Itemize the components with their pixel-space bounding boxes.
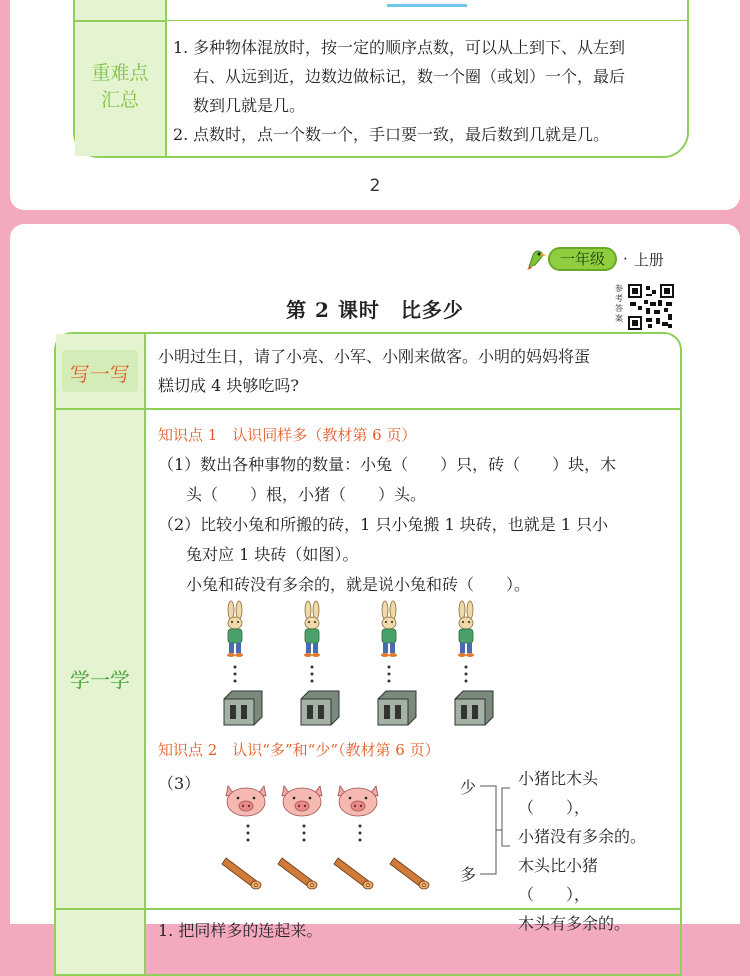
xie-label: 写一写 <box>70 362 130 386</box>
brick-row <box>224 691 544 727</box>
lesson-table <box>54 332 682 976</box>
lesson-title: 第 2 课时 比多少 <box>286 298 464 322</box>
next-exercise-text: 1. 把同样多的连起来。 <box>158 921 323 940</box>
pig-row <box>224 780 424 820</box>
rabbit-row <box>220 602 560 664</box>
underline-stub <box>387 0 467 7</box>
xue-content <box>158 420 668 600</box>
question-3-text: 小猪比木头（ ）， 小猪没有多余的。 木头比小猪（ ）， 木头有多余的。 <box>518 769 647 933</box>
grade-dot: · <box>623 250 628 268</box>
comparison-bracket <box>480 780 520 880</box>
parrot-icon <box>524 247 548 271</box>
question-3-number: （3） <box>158 774 201 793</box>
grade-header <box>524 246 664 272</box>
summary-content <box>173 33 679 149</box>
shao-label: 少 <box>460 778 477 797</box>
xue-label: 学一学 <box>70 668 130 692</box>
qr-label: 参考答案 <box>615 284 623 323</box>
knowledge-point-2: 知识点 2 认识“多”和“少”（教材第 6 页） <box>158 741 440 759</box>
wood-row <box>222 852 462 892</box>
lesson-label-column <box>56 334 146 974</box>
knowledge-point-1: 知识点 1 认识同样多（教材第 6 页） <box>158 426 417 444</box>
xie-question: 小明过生日，请了小亮、小军、小刚来做客。小明的妈妈将蛋 糕切成 4 块够吃吗? <box>158 347 591 395</box>
current-page <box>10 224 740 940</box>
question-1: （1）数出各种事物的数量：小兔（ ）只，砖（ ）块，木 头（ ）根，小猪（ ）头。 <box>158 455 617 504</box>
summary-item: 2. 点数时，点一个数一个，手口要一致，最后数到几就是几。 <box>173 125 610 144</box>
previous-page <box>10 0 740 210</box>
qr-code-icon[interactable] <box>628 284 674 330</box>
volume-label: 上册 <box>633 250 664 269</box>
summary-box <box>73 0 689 158</box>
pig-wood-dots <box>244 823 404 845</box>
rabbit-brick-dots <box>230 664 550 686</box>
summary-label: 重难点 汇总 <box>91 62 149 111</box>
page-number: 2 <box>369 176 381 196</box>
grade-badge: 一年级 <box>548 247 617 271</box>
summary-item: 1. 多种物体混放时，按一定的顺序点数，可以从上到下、从左到 右、从远到近，边数边做标记，数一个圈（或划）一个，最后 数到几就是几。 <box>173 38 626 115</box>
question-2: （2）比较小兔和所搬的砖，1 只小兔搬 1 块砖，也就是 1 只小 兔对应 1 块砖（如图）。 小兔和砖没有多余的，就是说小兔和砖（ ）。 <box>158 515 609 594</box>
duo-label: 多 <box>460 865 477 884</box>
